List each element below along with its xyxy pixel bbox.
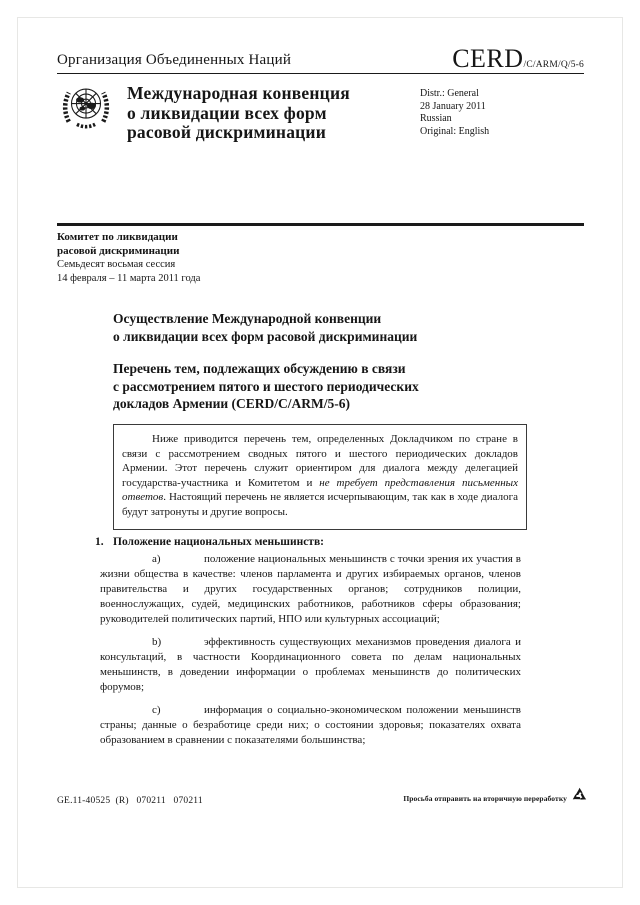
committee-name-line: расовой дискриминации bbox=[57, 244, 180, 257]
list-item bbox=[100, 635, 521, 695]
convention-title-line: Международная конвенция bbox=[127, 83, 350, 103]
summary-text-after: . Настоящий перечень не является исчерпывающим, так как в ходе диалога будут затронуты и другие вопросы. bbox=[122, 491, 518, 518]
distr-type: Distr.: General bbox=[420, 88, 479, 99]
list-items bbox=[100, 552, 521, 756]
recycle-note-text: Просьба отправить на вторичную переработку bbox=[403, 793, 567, 803]
section-heading bbox=[95, 536, 324, 548]
document-subtitle bbox=[113, 360, 533, 413]
main-title-line: о ликвидации всех форм расовой дискриминации bbox=[113, 328, 418, 344]
document-symbol-main: CERD bbox=[452, 44, 524, 73]
convention-title-line: расовой дискриминации bbox=[127, 122, 326, 142]
committee-block bbox=[57, 231, 200, 285]
document-symbol bbox=[57, 44, 584, 74]
section-number: 1. bbox=[95, 536, 104, 548]
un-emblem-icon bbox=[57, 80, 115, 143]
document-symbol-suffix: /C/ARM/Q/5-6 bbox=[523, 60, 584, 70]
subtitle-line: докладов Армении (CERD/C/ARM/5-6) bbox=[113, 396, 351, 411]
convention-title-line: о ликвидации всех форм bbox=[127, 102, 327, 123]
list-item-text: эффективность существующих механизмов проведения диалога и консультаций, в частности Координационного совета по делам национальных меньшинств, в доведении информации о проблемах меньшинств до политических форумов; bbox=[100, 636, 521, 693]
list-item bbox=[100, 703, 521, 748]
committee-name-line: Комитет по ликвидации bbox=[57, 231, 178, 243]
list-item-text: информация о социально-экономическом положении меньшинств страны; данные о безработице среди них; о состоянии здоровья; показателях охвата образованием в сравнении с показателями большинства; bbox=[100, 704, 521, 746]
distr-language: Russian bbox=[420, 113, 452, 124]
footer-recycle-note bbox=[300, 786, 590, 810]
recycle-icon bbox=[569, 786, 590, 810]
committee-session-dates: 14 февраля – 11 марта 2011 года bbox=[57, 272, 201, 284]
distribution-block bbox=[420, 88, 489, 138]
list-item-label: c) bbox=[152, 704, 161, 716]
list-item-label: a) bbox=[152, 553, 161, 565]
committee-session: Семьдесят восьмая сессия bbox=[57, 259, 176, 270]
summary-text-italic: не требует представления письменных ответов bbox=[122, 476, 518, 504]
header-rule bbox=[57, 73, 584, 74]
summary-text-before: Ниже приводится перечень тем, определенных Докладчиком по стране в связи с рассмотрением сводных пятого и шестого периодических докладов Армении. Этот перечень служит ориентиром для диалога между делегацией государства-участника и Комитетом и bbox=[122, 433, 518, 489]
un-org-name: Организация Объединенных Наций bbox=[57, 52, 292, 68]
list-item bbox=[100, 552, 521, 627]
list-item-text: положение национальных меньшинств с точки зрения их участия в жизни общества в качестве: членов парламента и других избираемых органов, членов правительства и других государственных органов; сотрудников полиции, военнослужащих, судей, медицинских работников, работников сферы образования; руководителей политических партий, НПО или культурных ассоциаций; bbox=[100, 553, 521, 625]
convention-title bbox=[127, 84, 350, 143]
subtitle-line: с рассмотрением пятого и шестого периодических bbox=[113, 378, 419, 394]
distr-date: 28 January 2011 bbox=[420, 100, 486, 112]
distr-original: Original: English bbox=[420, 125, 490, 137]
document-main-title bbox=[113, 310, 533, 345]
list-item-label: b) bbox=[152, 636, 162, 648]
section-divider-rule bbox=[57, 223, 584, 226]
footer-document-code: GE.11-40525 (R) 070211 070211 bbox=[57, 796, 203, 806]
section-heading-text: Положение национальных меньшинств: bbox=[113, 536, 324, 548]
subtitle-line: Перечень тем, подлежащих обсуждению в связи bbox=[113, 361, 406, 376]
summary-box bbox=[113, 424, 527, 530]
main-title-line: Осуществление Международной конвенции bbox=[113, 311, 382, 326]
